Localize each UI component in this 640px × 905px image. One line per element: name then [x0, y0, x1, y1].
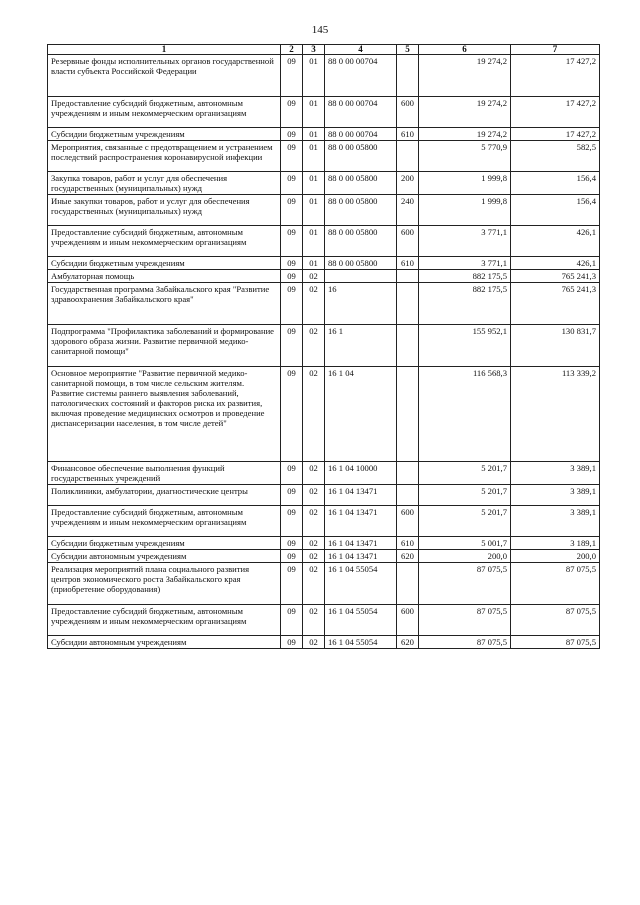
table-row — [48, 283, 600, 325]
table-row — [48, 462, 600, 485]
row-subsection-code: 01 — [303, 55, 325, 97]
table-row — [48, 550, 600, 563]
table-row — [48, 195, 600, 226]
row-expense-type: 610 — [397, 537, 419, 550]
table-row — [48, 636, 600, 649]
row-section-code: 09 — [281, 506, 303, 537]
row-expense-type — [397, 367, 419, 462]
row-section-code: 09 — [281, 226, 303, 257]
table-row — [48, 506, 600, 537]
row-amount-year2: 765 241,3 — [511, 270, 600, 283]
row-expense-type: 600 — [397, 226, 419, 257]
row-target-article: 88 0 00 00704 — [325, 97, 397, 128]
row-expense-type — [397, 55, 419, 97]
row-amount-year1: 200,0 — [419, 550, 511, 563]
column-header: 7 — [511, 45, 600, 55]
row-subsection-code: 02 — [303, 563, 325, 605]
column-header: 2 — [281, 45, 303, 55]
row-section-code: 09 — [281, 367, 303, 462]
page-number: 145 — [311, 24, 329, 36]
row-amount-year2: 582,5 — [511, 141, 600, 172]
row-amount-year1: 5 201,7 — [419, 462, 511, 485]
row-name: Предоставление субсидий бюджетным, автономным учреждениям и иным некоммерческим организациям — [48, 605, 281, 636]
row-name: Основное мероприятие "Развитие первичной медико-санитарной помощи, в том числе сельским жителям. Развитие системы раннего выявления заболеваний, патологических состояний и факторов риска их развития, включая проведение медицинских осмотров и проведение диспансеризации населения, в том числе детей" — [48, 367, 281, 462]
row-section-code: 09 — [281, 55, 303, 97]
table-row — [48, 537, 600, 550]
column-header: 4 — [325, 45, 397, 55]
row-amount-year1: 3 771,1 — [419, 257, 511, 270]
row-subsection-code: 02 — [303, 270, 325, 283]
row-target-article: 16 1 04 13471 — [325, 537, 397, 550]
row-name: Предоставление субсидий бюджетным, автономным учреждениям и иным некоммерческим организациям — [48, 226, 281, 257]
row-amount-year2: 113 339,2 — [511, 367, 600, 462]
table-row — [48, 128, 600, 141]
table-row — [48, 605, 600, 636]
row-subsection-code: 02 — [303, 325, 325, 367]
row-subsection-code: 02 — [303, 506, 325, 537]
row-amount-year2: 156,4 — [511, 172, 600, 195]
row-expense-type: 610 — [397, 257, 419, 270]
budget-table — [47, 44, 600, 649]
row-target-article: 88 0 00 05800 — [325, 195, 397, 226]
row-amount-year1: 3 771,1 — [419, 226, 511, 257]
row-amount-year1: 1 999,8 — [419, 195, 511, 226]
row-name: Подпрограмма "Профилактика заболеваний и формирование здорового образа жизни. Развитие первичной медико-санитарной помощи" — [48, 325, 281, 367]
row-amount-year2: 87 075,5 — [511, 563, 600, 605]
row-subsection-code: 01 — [303, 226, 325, 257]
row-subsection-code: 02 — [303, 537, 325, 550]
row-amount-year2: 156,4 — [511, 195, 600, 226]
row-amount-year2: 3 389,1 — [511, 506, 600, 537]
row-amount-year2: 87 075,5 — [511, 636, 600, 649]
row-amount-year1: 87 075,5 — [419, 636, 511, 649]
table-row — [48, 367, 600, 462]
row-expense-type — [397, 485, 419, 506]
row-subsection-code: 02 — [303, 462, 325, 485]
row-subsection-code: 01 — [303, 141, 325, 172]
row-target-article: 88 0 00 00704 — [325, 55, 397, 97]
row-section-code: 09 — [281, 128, 303, 141]
row-subsection-code: 01 — [303, 195, 325, 226]
row-expense-type: 620 — [397, 550, 419, 563]
row-target-article: 16 1 04 10000 — [325, 462, 397, 485]
row-target-article: 88 0 00 05800 — [325, 141, 397, 172]
row-amount-year2: 3 389,1 — [511, 485, 600, 506]
column-header: 1 — [48, 45, 281, 55]
row-section-code: 09 — [281, 636, 303, 649]
row-expense-type: 620 — [397, 636, 419, 649]
table-row — [48, 485, 600, 506]
column-header: 3 — [303, 45, 325, 55]
row-expense-type — [397, 563, 419, 605]
row-amount-year1: 5 770,9 — [419, 141, 511, 172]
row-amount-year2: 3 189,1 — [511, 537, 600, 550]
row-name: Субсидии автономным учреждениям — [48, 550, 281, 563]
table-row — [48, 325, 600, 367]
row-target-article: 88 0 00 05800 — [325, 226, 397, 257]
row-target-article: 16 1 04 13471 — [325, 485, 397, 506]
row-amount-year1: 155 952,1 — [419, 325, 511, 367]
row-section-code: 09 — [281, 462, 303, 485]
row-section-code: 09 — [281, 257, 303, 270]
row-subsection-code: 01 — [303, 128, 325, 141]
row-name: Реализация мероприятий плана социального развития центров экономического роста Забайкальского края (приобретение оборудования) — [48, 563, 281, 605]
row-section-code: 09 — [281, 283, 303, 325]
row-section-code: 09 — [281, 605, 303, 636]
row-expense-type — [397, 462, 419, 485]
row-expense-type: 610 — [397, 128, 419, 141]
row-section-code: 09 — [281, 97, 303, 128]
row-target-article — [325, 270, 397, 283]
row-section-code: 09 — [281, 537, 303, 550]
row-expense-type — [397, 141, 419, 172]
row-expense-type: 200 — [397, 172, 419, 195]
row-target-article: 88 0 00 05800 — [325, 172, 397, 195]
row-section-code: 09 — [281, 325, 303, 367]
row-amount-year1: 1 999,8 — [419, 172, 511, 195]
row-name: Государственная программа Забайкальского края "Развитие здравоохранения Забайкальского края" — [48, 283, 281, 325]
row-amount-year2: 426,1 — [511, 226, 600, 257]
row-name: Иные закупки товаров, работ и услуг для обеспечения государственных (муниципальных) нужд — [48, 195, 281, 226]
row-subsection-code: 02 — [303, 367, 325, 462]
row-section-code: 09 — [281, 270, 303, 283]
row-name: Субсидии бюджетным учреждениям — [48, 128, 281, 141]
row-amount-year2: 200,0 — [511, 550, 600, 563]
row-expense-type: 600 — [397, 506, 419, 537]
row-amount-year2: 17 427,2 — [511, 128, 600, 141]
row-target-article: 16 1 — [325, 325, 397, 367]
row-amount-year1: 87 075,5 — [419, 605, 511, 636]
row-name: Резервные фонды исполнительных органов государственной власти субъекта Российской Федерации — [48, 55, 281, 97]
table-row — [48, 55, 600, 97]
row-name: Амбулаторная помощь — [48, 270, 281, 283]
row-expense-type — [397, 270, 419, 283]
row-amount-year2: 17 427,2 — [511, 55, 600, 97]
row-section-code: 09 — [281, 195, 303, 226]
row-amount-year1: 19 274,2 — [419, 128, 511, 141]
row-target-article: 16 1 04 55054 — [325, 636, 397, 649]
row-target-article: 16 1 04 13471 — [325, 550, 397, 563]
row-subsection-code: 01 — [303, 257, 325, 270]
row-subsection-code: 01 — [303, 172, 325, 195]
row-subsection-code: 02 — [303, 283, 325, 325]
row-target-article: 88 0 00 00704 — [325, 128, 397, 141]
row-target-article: 16 — [325, 283, 397, 325]
row-section-code: 09 — [281, 563, 303, 605]
row-name: Поликлиники, амбулатории, диагностические центры — [48, 485, 281, 506]
row-amount-year1: 5 201,7 — [419, 506, 511, 537]
row-name: Закупка товаров, работ и услуг для обеспечения государственных (муниципальных) нужд — [48, 172, 281, 195]
row-section-code: 09 — [281, 485, 303, 506]
row-amount-year1: 5 001,7 — [419, 537, 511, 550]
row-amount-year2: 17 427,2 — [511, 97, 600, 128]
row-name: Субсидии бюджетным учреждениям — [48, 537, 281, 550]
row-expense-type — [397, 283, 419, 325]
row-amount-year1: 5 201,7 — [419, 485, 511, 506]
table-row — [48, 141, 600, 172]
row-section-code: 09 — [281, 550, 303, 563]
row-expense-type: 240 — [397, 195, 419, 226]
row-target-article: 16 1 04 55054 — [325, 563, 397, 605]
row-amount-year2: 130 831,7 — [511, 325, 600, 367]
row-amount-year2: 426,1 — [511, 257, 600, 270]
row-name: Мероприятия, связанные с предотвращением и устранением последствий распространения коронавирусной инфекции — [48, 141, 281, 172]
row-name: Предоставление субсидий бюджетным, автономным учреждениям и иным некоммерческим организациям — [48, 97, 281, 128]
row-target-article: 16 1 04 55054 — [325, 605, 397, 636]
row-expense-type: 600 — [397, 605, 419, 636]
row-amount-year2: 765 241,3 — [511, 283, 600, 325]
row-target-article: 16 1 04 — [325, 367, 397, 462]
table-row — [48, 270, 600, 283]
header-row — [48, 45, 600, 55]
table-row — [48, 257, 600, 270]
row-amount-year1: 882 175,5 — [419, 270, 511, 283]
column-header: 5 — [397, 45, 419, 55]
column-header: 6 — [419, 45, 511, 55]
row-expense-type: 600 — [397, 97, 419, 128]
row-amount-year2: 87 075,5 — [511, 605, 600, 636]
row-name: Финансовое обеспечение выполнения функций государственных учреждений — [48, 462, 281, 485]
row-section-code: 09 — [281, 141, 303, 172]
table-row — [48, 226, 600, 257]
row-subsection-code: 02 — [303, 550, 325, 563]
row-section-code: 09 — [281, 172, 303, 195]
row-expense-type — [397, 325, 419, 367]
row-name: Субсидии бюджетным учреждениям — [48, 257, 281, 270]
row-amount-year2: 3 389,1 — [511, 462, 600, 485]
row-subsection-code: 02 — [303, 605, 325, 636]
row-amount-year1: 19 274,2 — [419, 55, 511, 97]
row-name: Субсидии автономным учреждениям — [48, 636, 281, 649]
row-subsection-code: 02 — [303, 636, 325, 649]
row-target-article: 88 0 00 05800 — [325, 257, 397, 270]
row-amount-year1: 882 175,5 — [419, 283, 511, 325]
row-subsection-code: 02 — [303, 485, 325, 506]
table-row — [48, 172, 600, 195]
table-row — [48, 97, 600, 128]
row-amount-year1: 116 568,3 — [419, 367, 511, 462]
table-row — [48, 563, 600, 605]
row-amount-year1: 19 274,2 — [419, 97, 511, 128]
row-name: Предоставление субсидий бюджетным, автономным учреждениям и иным некоммерческим организациям — [48, 506, 281, 537]
row-subsection-code: 01 — [303, 97, 325, 128]
row-target-article: 16 1 04 13471 — [325, 506, 397, 537]
row-amount-year1: 87 075,5 — [419, 563, 511, 605]
